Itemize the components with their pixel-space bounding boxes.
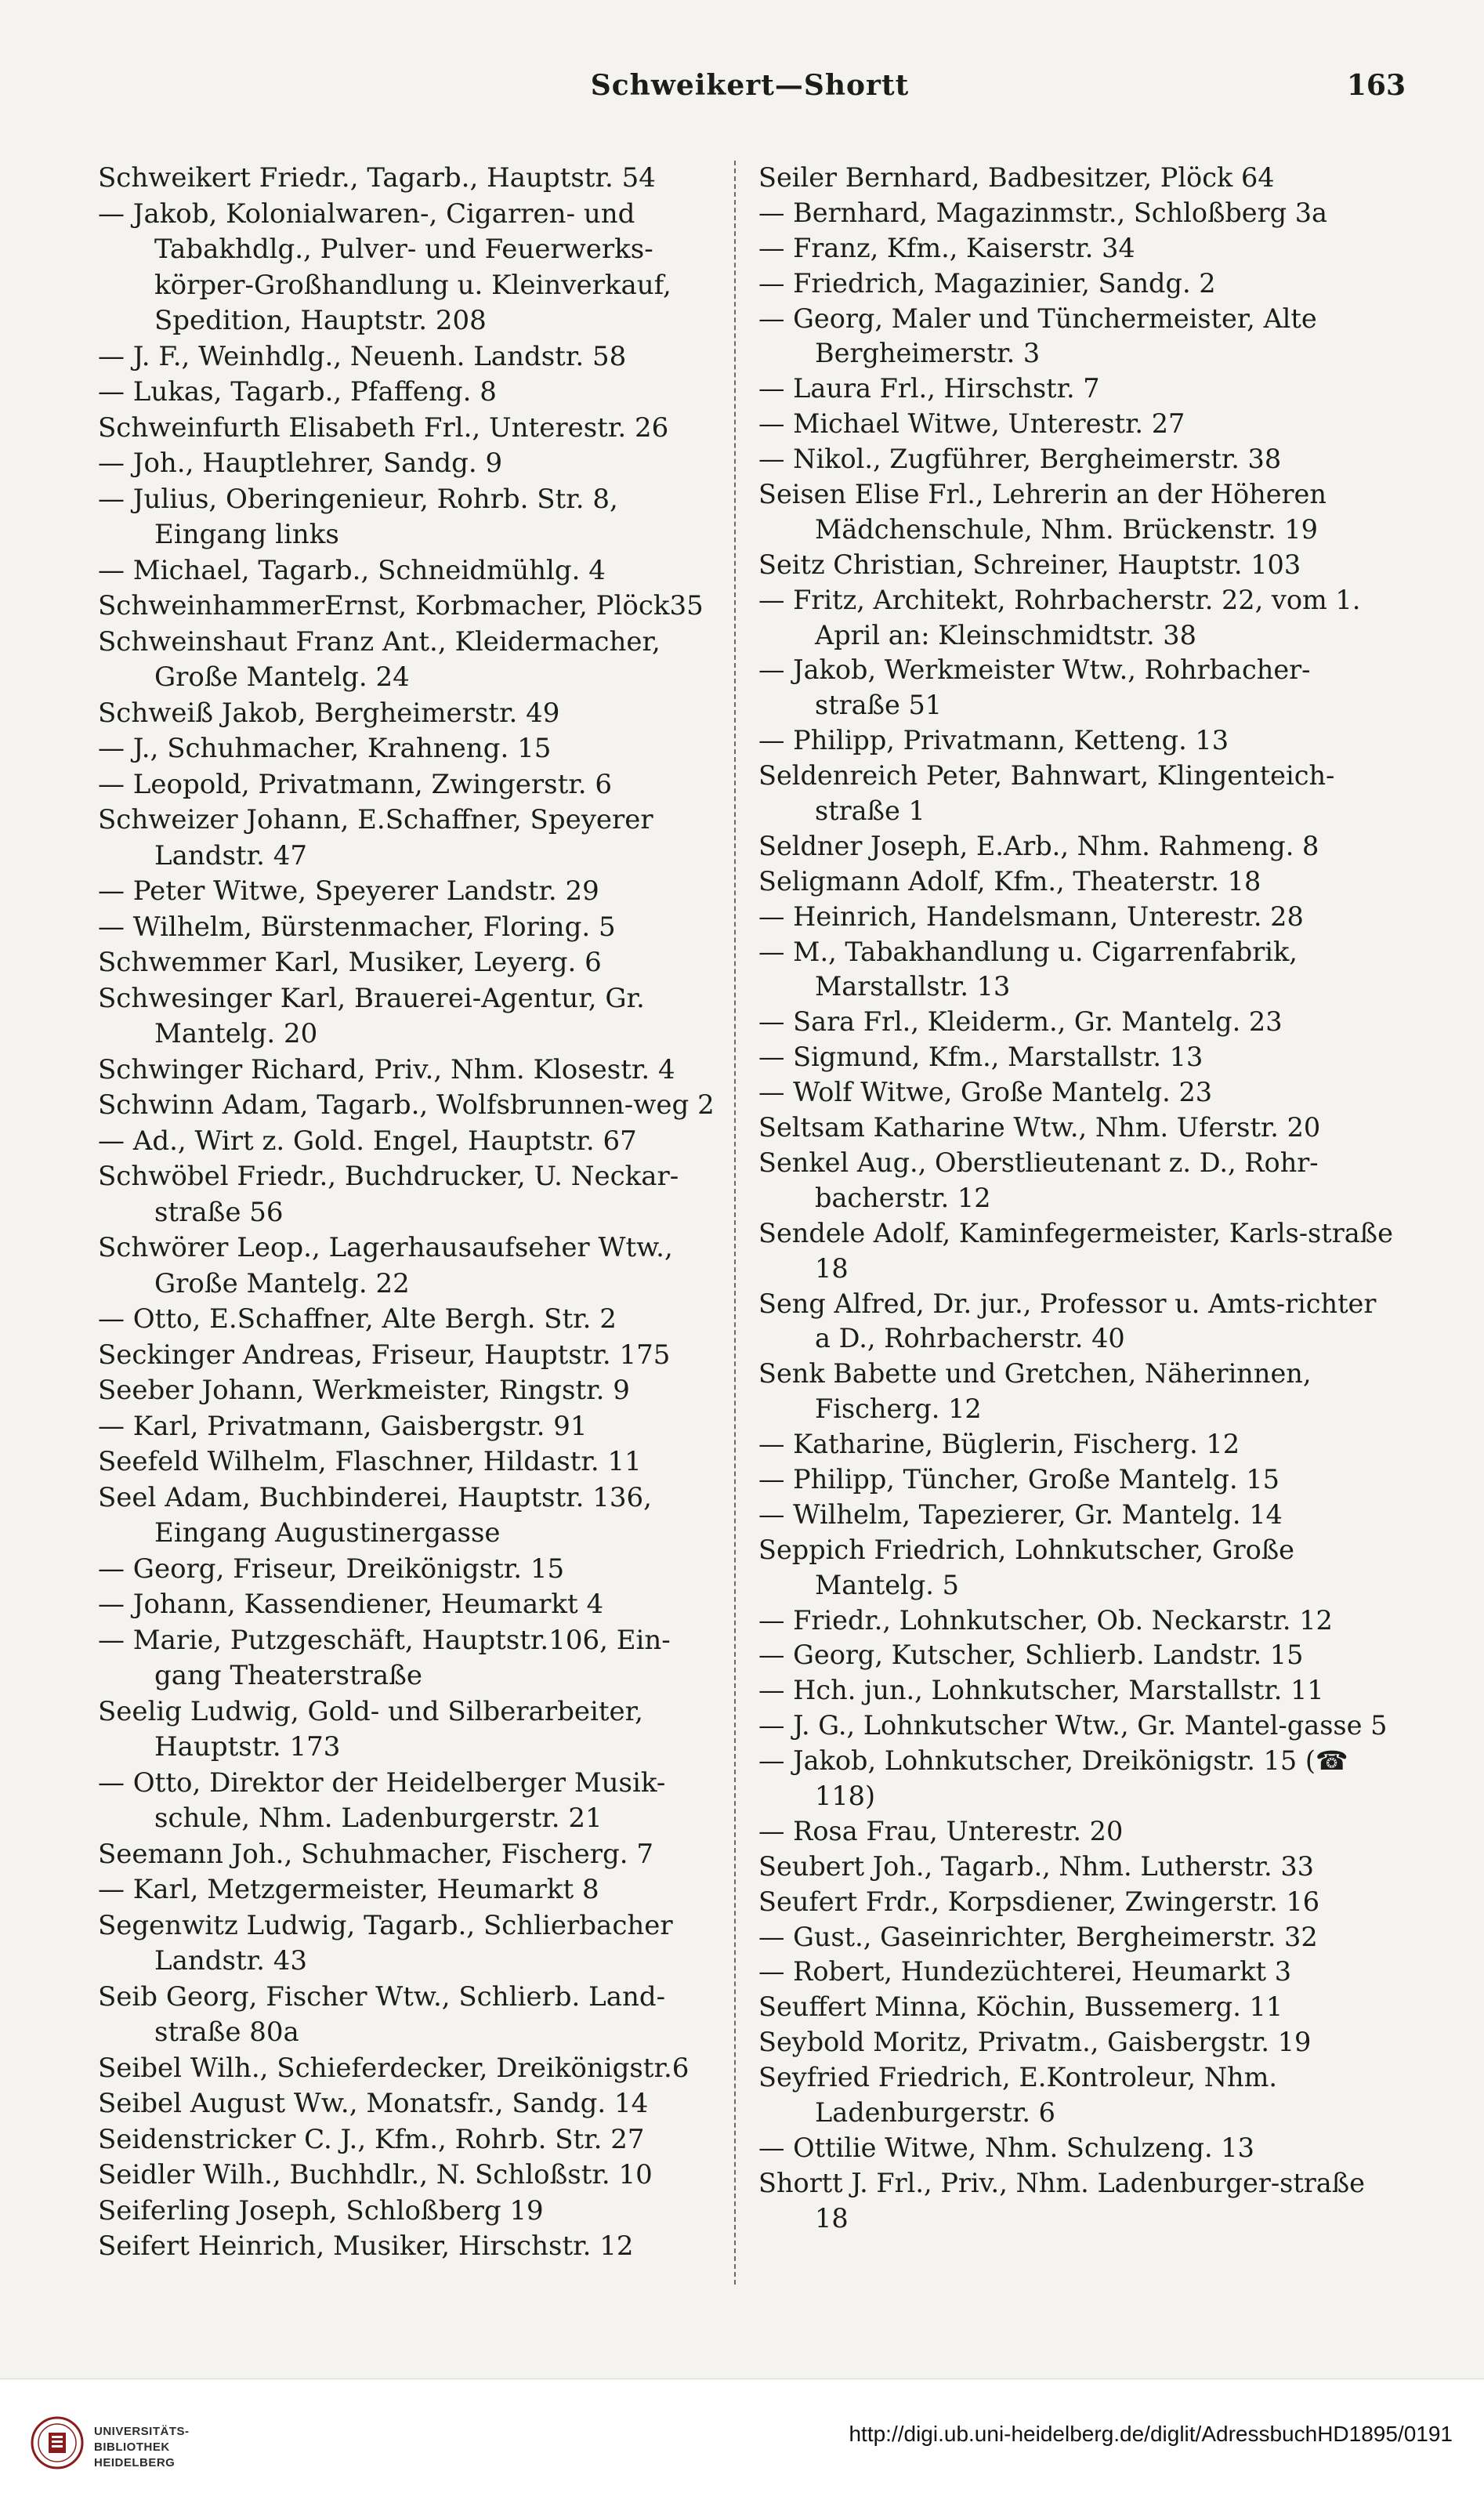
directory-entry: — Laura Frl., Hirschstr. 7 — [758, 373, 1100, 404]
directory-entry: Schweinfurth Elisabeth Frl., Unterestr. 26 — [98, 411, 669, 444]
directory-entry: — Wilhelm, Bürstenmacher, Floring. 5 — [98, 911, 616, 943]
directory-entry: — Otto, Direktor der Heidelberger Musik-schule, Nhm. Ladenburgerstr. 21 — [98, 1766, 666, 1834]
directory-entry: — Rosa Frau, Unterestr. 20 — [758, 1815, 1124, 1846]
directory-entry: Seuffert Minna, Köchin, Bussemerg. 11 — [758, 1991, 1283, 2023]
directory-entry: Schwesinger Karl, Brauerei-Agentur, Gr. Mantelg. 20 — [98, 982, 653, 1049]
directory-entry: Seltsam Katharine Wtw., Nhm. Uferstr. 20 — [758, 1112, 1321, 1143]
directory-entry: Seufert Frdr., Korpsdiener, Zwingerstr. 16 — [758, 1886, 1320, 1917]
directory-entry: Schweiß Jakob, Bergheimerstr. 49 — [98, 697, 560, 729]
directory-entry: Seeber Johann, Werkmeister, Ringstr. 9 — [98, 1375, 630, 1406]
library-seal-icon — [30, 2415, 85, 2470]
directory-entry: — Leopold, Privatmann, Zwingerstr. 6 — [98, 768, 613, 800]
left-column — [98, 161, 733, 2265]
directory-entry: Schweikert Friedr., Tagarb., Hauptstr. 54 — [98, 162, 656, 194]
directory-entry: Seldenreich Peter, Bahnwart, Klingenteich-straße 1 — [758, 760, 1335, 827]
directory-entry: — Otto, E.Schaffner, Alte Bergh. Str. 2 — [98, 1303, 617, 1335]
directory-entry: — Georg, Kutscher, Schlierb. Landstr. 15 — [758, 1640, 1304, 1671]
directory-entry: Schwemmer Karl, Musiker, Leyerg. 6 — [98, 947, 602, 978]
directory-entry: — Wolf Witwe, Große Mantelg. 23 — [758, 1077, 1213, 1108]
directory-entry: — Nikol., Zugführer, Bergheimerstr. 38 — [758, 444, 1282, 475]
directory-entry: — Bernhard, Magazinmstr., Schloßberg 3a — [758, 197, 1328, 228]
directory-entry: Schwörer Leop., Lagerhausaufseher Wtw., Große Mantelg. 22 — [98, 1232, 682, 1299]
directory-entry: Schwinger Richard, Priv., Nhm. Klosestr. 4 — [98, 1053, 675, 1085]
directory-entry: Seemann Joh., Schuhmacher, Fischerg. 7 — [98, 1838, 654, 1870]
directory-entry: Seel Adam, Buchbinderei, Hauptstr. 136, Eingang Augustinergasse — [98, 1481, 661, 1549]
page-header — [94, 69, 1406, 116]
directory-entry: Seckinger Andreas, Friseur, Hauptstr. 175 — [98, 1339, 671, 1371]
directory-entry: Seubert Joh., Tagarb., Nhm. Lutherstr. 33 — [758, 1850, 1314, 1882]
directory-entry: Seidenstricker C. J., Kfm., Rohrb. Str. 27 — [98, 2123, 645, 2155]
directory-entry: Seidler Wilh., Buchhdlr., N. Schloßstr. 10 — [98, 2159, 653, 2190]
directory-entry: — Michael Witwe, Unterestr. 27 — [758, 408, 1185, 440]
directory-entry: Schweinshaut Franz Ant., Kleidermacher, Große Mantelg. 24 — [98, 625, 669, 693]
directory-entry: — Hch. jun., Lohnkutscher, Marstallstr. 11 — [758, 1675, 1324, 1706]
logo-text-line-2: BIBLIOTHEK — [94, 2440, 170, 2454]
directory-entry: Seldner Joseph, E.Arb., Nhm. Rahmeng. 8 — [758, 830, 1319, 861]
directory-entry: Senkel Aug., Oberstlieutenant z. D., Rohr-bacherstr. 12 — [758, 1147, 1319, 1213]
directory-entry: — J., Schuhmacher, Krahneng. 15 — [98, 733, 552, 764]
directory-entry: — Sara Frl., Kleiderm., Gr. Mantelg. 23 — [758, 1006, 1283, 1038]
directory-entry: — Karl, Privatmann, Gaisbergstr. 91 — [98, 1410, 588, 1442]
right-column — [758, 161, 1402, 2237]
logo-text-line-3: HEIDELBERG — [94, 2456, 176, 2469]
directory-entry: — Franz, Kfm., Kaiserstr. 34 — [758, 232, 1135, 263]
directory-entry: Seligmann Adolf, Kfm., Theaterstr. 18 — [758, 865, 1261, 897]
directory-entry: Seyfried Friedrich, E.Kontroleur, Nhm. Ladenburgerstr. 6 — [758, 2062, 1286, 2128]
source-url-link[interactable]: http://digi.ub.uni-heidelberg.de/diglit/AdressbuchHD1895/0191 — [849, 2422, 1453, 2446]
directory-entry: — Ottilie Witwe, Nhm. Schulzeng. 13 — [758, 2132, 1254, 2163]
directory-entry: — Wilhelm, Tapezierer, Gr. Mantelg. 14 — [758, 1498, 1283, 1530]
directory-entry: Seng Alfred, Dr. jur., Professor u. Amts-richter a D., Rohrbacherstr. 40 — [758, 1288, 1385, 1354]
directory-entry: Seybold Moritz, Privatm., Gaisbergstr. 19 — [758, 2027, 1312, 2058]
directory-entry: — Johann, Kassendiener, Heumarkt 4 — [98, 1589, 604, 1620]
directory-entry: Sendele Adolf, Kaminfegermeister, Karls-straße 18 — [758, 1217, 1402, 1284]
directory-entry: SchweinhammerErnst, Korbmacher, Plöck35 — [98, 590, 704, 621]
library-logo[interactable] — [30, 2401, 233, 2487]
directory-entry: — J. G., Lohnkutscher Wtw., Gr. Mantel-gasse 5 — [758, 1710, 1388, 1741]
directory-entry: — Joh., Hauptlehrer, Sandg. 9 — [98, 447, 503, 479]
directory-entry: Schwöbel Friedr., Buchdrucker, U. Neckar-straße 56 — [98, 1161, 679, 1228]
directory-entry: — Katharine, Büglerin, Fischerg. 12 — [758, 1429, 1240, 1460]
directory-entry: — Gust., Gaseinrichter, Bergheimerstr. 32 — [758, 1921, 1318, 1952]
directory-entry: Seibel Wilh., Schieferdecker, Dreikönigstr.6 — [98, 2052, 690, 2084]
directory-entry: — Marie, Putzgeschäft, Hauptstr.106, Ein-gang Theaterstraße — [98, 1624, 671, 1691]
directory-entry: Seisen Elise Frl., Lehrerin an der Höheren Mädchenschule, Nhm. Brückenstr. 19 — [758, 479, 1335, 545]
directory-entry: Seiler Bernhard, Badbesitzer, Plöck 64 — [758, 162, 1275, 193]
directory-entry: — Karl, Metzgermeister, Heumarkt 8 — [98, 1874, 599, 1905]
directory-entry: — M., Tabakhandlung u. Cigarrenfabrik, Marstallstr. 13 — [758, 936, 1306, 1002]
directory-entry: — Sigmund, Kfm., Marstallstr. 13 — [758, 1042, 1203, 1073]
directory-entry: Schwinn Adam, Tagarb., Wolfsbrunnen-weg 2 — [98, 1089, 715, 1121]
directory-entry: — Friedrich, Magazinier, Sandg. 2 — [758, 267, 1216, 299]
directory-entry: — Ad., Wirt z. Gold. Engel, Hauptstr. 67 — [98, 1125, 637, 1157]
directory-entry: — Jakob, Lohnkutscher, Dreikönigstr. 15 (☎ 118) — [758, 1745, 1357, 1811]
directory-entry: Seib Georg, Fischer Wtw., Schlierb. Land-straße 80a — [98, 1980, 666, 2048]
directory-entry: — Jakob, Kolonialwaren-, Cigarren- und Tabakhdlg., Pulver- und Feuerwerks-körper-Großhandlung u. Kleinverkauf, Spedition, Hauptstr. 208 — [98, 197, 680, 336]
directory-entry: — Georg, Friseur, Dreikönigstr. 15 — [98, 1553, 565, 1585]
column-divider — [734, 161, 736, 2285]
directory-entry: Seitz Christian, Schreiner, Hauptstr. 103 — [758, 549, 1301, 580]
directory-entry: — Robert, Hundezüchterei, Heumarkt 3 — [758, 1956, 1292, 1987]
directory-entry: Seibel August Ww., Monatsfr., Sandg. 14 — [98, 2088, 649, 2119]
directory-entry: Schweizer Johann, E.Schaffner, Speyerer Landstr. 47 — [98, 804, 662, 871]
footer — [0, 2379, 1484, 2511]
page-number: 163 — [1346, 69, 1406, 102]
directory-entry: — Georg, Maler und Tünchermeister, Alte Bergheimerstr. 3 — [758, 303, 1326, 369]
directory-entry: Seelig Ludwig, Gold- und Silberarbeiter, Hauptstr. 173 — [98, 1695, 652, 1763]
running-head: Schweikert—Shortt — [590, 69, 910, 102]
directory-entry: — Heinrich, Handelsmann, Unterestr. 28 — [758, 900, 1304, 932]
directory-entry: — Philipp, Tüncher, Große Mantelg. 15 — [758, 1463, 1279, 1495]
directory-entry: — Julius, Oberingenieur, Rohrb. Str. 8, Eingang links — [98, 483, 627, 550]
directory-entry: Seppich Friedrich, Lohnkutscher, Große Mantelg. 5 — [758, 1534, 1303, 1600]
directory-entry: Seefeld Wilhelm, Flaschner, Hildastr. 11 — [98, 1446, 642, 1477]
directory-entry: Shortt J. Frl., Priv., Nhm. Ladenburger-straße 18 — [758, 2167, 1374, 2234]
directory-entry: — Philipp, Privatmann, Ketteng. 13 — [758, 725, 1229, 756]
directory-entry: Senk Babette und Gretchen, Näherinnen, Fischerg. 12 — [758, 1358, 1320, 1425]
directory-entry: Segenwitz Ludwig, Tagarb., Schlierbacher Landstr. 43 — [98, 1909, 682, 1977]
logo-text-line-1: UNIVERSITÄTS- — [94, 2425, 190, 2438]
directory-entry: — Friedr., Lohnkutscher, Ob. Neckarstr. 12 — [758, 1604, 1333, 1636]
directory-entry: — Peter Witwe, Speyerer Landstr. 29 — [98, 875, 599, 907]
directory-entry: — Michael, Tagarb., Schneidmühlg. 4 — [98, 554, 606, 586]
directory-entry: — J. F., Weinhdlg., Neuenh. Landstr. 58 — [98, 340, 627, 372]
directory-entry: — Jakob, Werkmeister Wtw., Rohrbacher-straße 51 — [758, 654, 1311, 721]
directory-entry: — Fritz, Architekt, Rohrbacherstr. 22, vom 1. April an: Kleinschmidtstr. 38 — [758, 584, 1370, 650]
directory-entry: Seiferling Joseph, Schloßberg 19 — [98, 2194, 544, 2227]
directory-entry: Seifert Heinrich, Musiker, Hirschstr. 12 — [98, 2230, 634, 2262]
directory-entry: — Lukas, Tagarb., Pfaffeng. 8 — [98, 376, 497, 408]
